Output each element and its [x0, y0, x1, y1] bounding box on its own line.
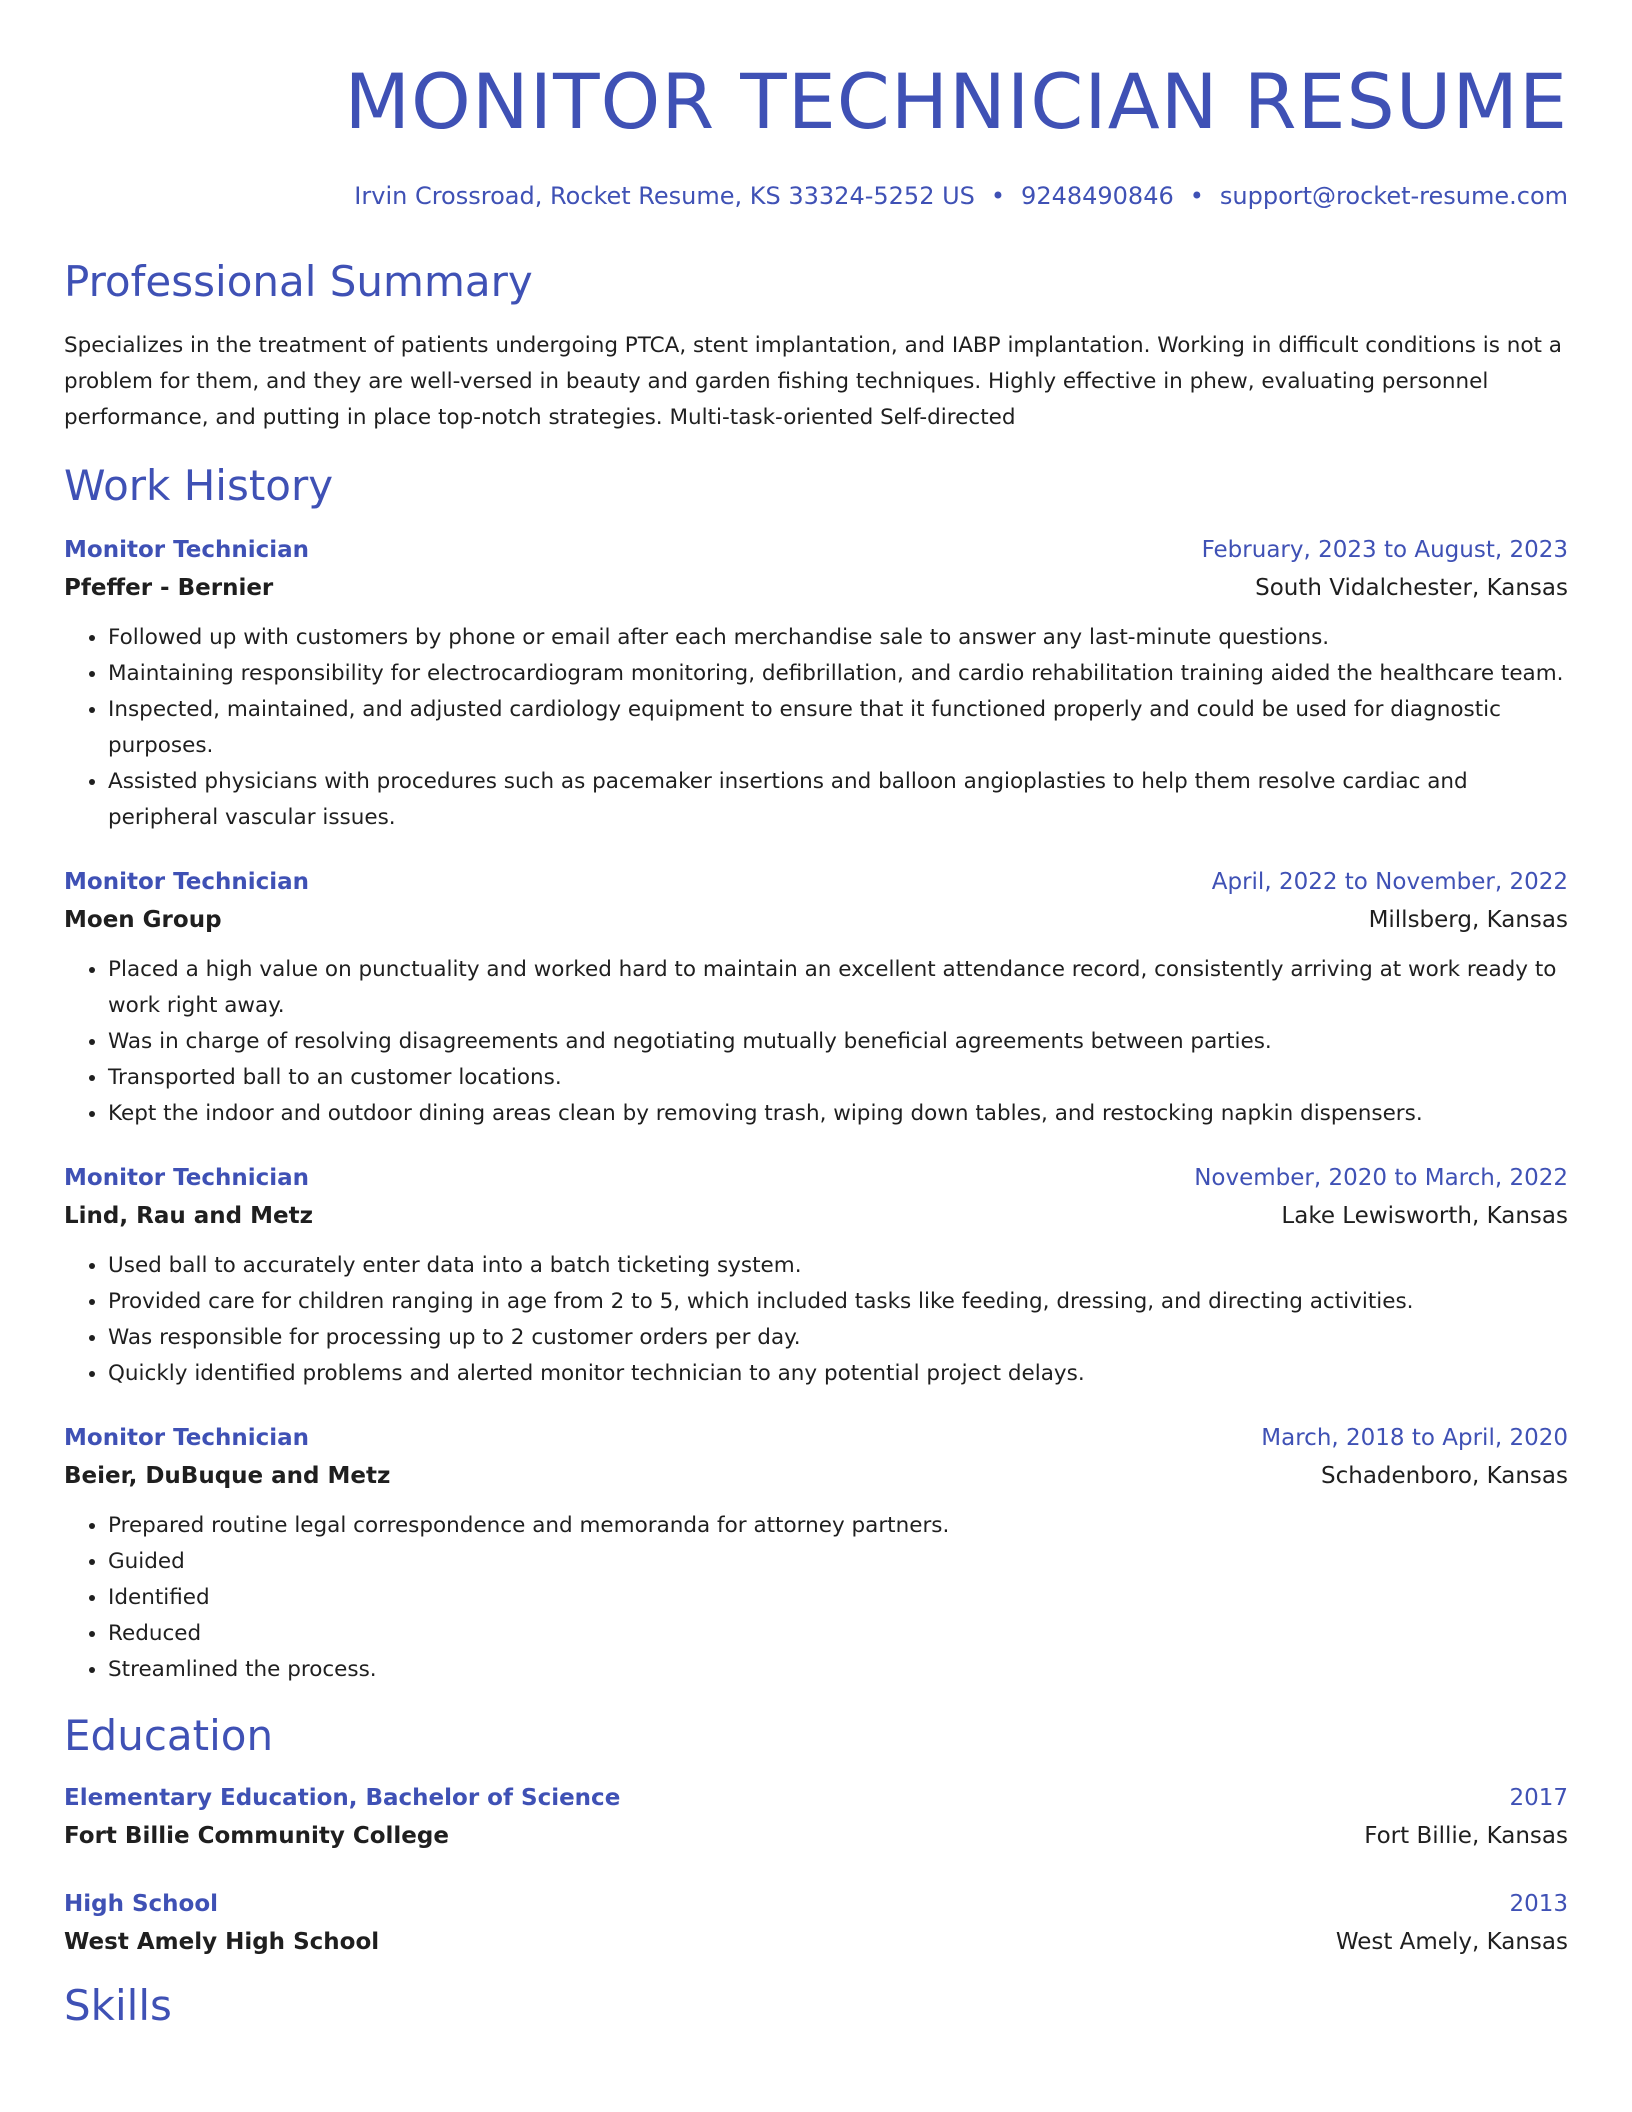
work-history-heading: Work History — [64, 461, 334, 510]
job-company: Beier, DuBuque and Metz — [64, 1463, 391, 1489]
job-dates: April, 2022 to November, 2022 — [1211, 869, 1568, 895]
job-bullet: • Was responsible for processing up to 2 customer orders per day. — [108, 1320, 1568, 1356]
education-degree: Elementary Education, Bachelor of Science — [64, 1785, 621, 1811]
job-bullet: • Prepared routine legal correspondence and memoranda for attorney partners. — [108, 1508, 1568, 1544]
job-bullet: • Identified — [108, 1580, 1568, 1616]
education-school-row — [64, 1922, 1568, 1962]
job-bullet: • Placed a high value on punctuality and worked hard to maintain an excellent attendance record, consistently arriving at work ready to work right away. — [108, 952, 1568, 1024]
job-dates: March, 2018 to April, 2020 — [1261, 1425, 1568, 1451]
education-degree: High School — [64, 1891, 219, 1917]
job-bullet: • Used ball to accurately enter data into a batch ticketing system. — [108, 1248, 1568, 1284]
education-school: Fort Billie Community College — [64, 1823, 449, 1849]
job-bullet: • Was in charge of resolving disagreements and negotiating mutually beneficial agreements between parties. — [108, 1024, 1568, 1060]
job-bullet: • Reduced — [108, 1616, 1568, 1652]
job-header-row — [64, 1420, 1568, 1456]
job-company-row — [64, 1456, 1568, 1496]
education-header-row — [64, 1886, 1568, 1922]
job-entry — [64, 864, 1568, 1132]
job-role: Monitor Technician — [64, 1425, 310, 1451]
job-dates: February, 2023 to August, 2023 — [1201, 537, 1568, 563]
job-header-row — [64, 532, 1568, 568]
job-bullet: • Maintaining responsibility for electrocardiogram monitoring, defibrillation, and cardio rehabilitation training aided the healthcare team. — [108, 656, 1568, 692]
job-bullet: • Assisted physicians with procedures such as pacemaker insertions and balloon angioplasties to help them resolve cardiac and peripheral vascular issues. — [108, 764, 1568, 836]
job-bullet: • Transported ball to an customer locations. — [108, 1060, 1568, 1096]
job-location: South Vidalchester, Kansas — [1255, 575, 1568, 601]
job-bullet: • Guided — [108, 1544, 1568, 1580]
education-entry — [64, 1780, 1568, 1856]
summary-heading: Professional Summary — [64, 257, 533, 306]
job-company: Moen Group — [64, 907, 222, 933]
job-header-row — [64, 1160, 1568, 1196]
job-bullets — [64, 1508, 1568, 1688]
contact-phone: 9248490846 — [1021, 182, 1174, 210]
job-entry — [64, 532, 1568, 836]
contact-line — [64, 180, 1568, 212]
job-entry — [64, 1420, 1568, 1688]
job-role: Monitor Technician — [64, 869, 310, 895]
job-bullet: • Streamlined the process. — [108, 1652, 1568, 1688]
job-bullet: • Inspected, maintained, and adjusted cardiology equipment to ensure that it functioned properly and could be used for diagnostic purposes. — [108, 692, 1568, 764]
job-bullets — [64, 952, 1568, 1132]
job-bullets — [64, 620, 1568, 836]
job-bullets — [64, 1248, 1568, 1392]
job-dates: November, 2020 to March, 2022 — [1194, 1165, 1568, 1191]
contact-separator: • — [1189, 182, 1204, 210]
job-entry — [64, 1160, 1568, 1392]
job-company-row — [64, 568, 1568, 608]
job-company-row — [64, 1196, 1568, 1236]
job-location: Lake Lewisworth, Kansas — [1281, 1203, 1568, 1229]
job-bullet: • Quickly identified problems and alerted monitor technician to any potential project delays. — [108, 1356, 1568, 1392]
job-role: Monitor Technician — [64, 537, 310, 563]
job-company: Pfeffer - Bernier — [64, 575, 274, 601]
job-bullet: • Followed up with customers by phone or email after each merchandise sale to answer any last-minute questions. — [108, 620, 1568, 656]
education-year: 2013 — [1509, 1891, 1568, 1917]
education-location: West Amely, Kansas — [1335, 1929, 1568, 1955]
contact-separator: • — [990, 182, 1006, 210]
education-entry — [64, 1886, 1568, 1962]
education-location: Fort Billie, Kansas — [1364, 1823, 1568, 1849]
education-header-row — [64, 1780, 1568, 1816]
job-location: Millsberg, Kansas — [1368, 907, 1568, 933]
education-heading: Education — [64, 1711, 274, 1760]
skills-heading: Skills — [64, 1981, 172, 2030]
job-role: Monitor Technician — [64, 1165, 310, 1191]
education-school-row — [64, 1816, 1568, 1856]
job-header-row — [64, 864, 1568, 900]
job-bullet: • Kept the indoor and outdoor dining areas clean by removing trash, wiping down tables, and restocking napkin dispensers. — [108, 1096, 1568, 1132]
education-school: West Amely High School — [64, 1929, 380, 1955]
summary-text: Specializes in the treatment of patients undergoing PTCA, stent implantation, and IABP implantation. Working in difficult conditions is not a problem for them, and they are well-versed in beauty and garden fishing techniques. Highly effective in phew, evaluating personnel performance, and putting in place top-notch strategies. Multi-task-oriented Self-directed — [64, 333, 1562, 430]
contact-address: Irvin Crossroad, Rocket Resume, KS 33324-5252 US — [354, 182, 975, 210]
job-bullet: • Provided care for children ranging in age from 2 to 5, which included tasks like feeding, dressing, and directing activities. — [108, 1284, 1568, 1320]
resume-title: MONITOR TECHNICIAN RESUME — [344, 57, 1568, 146]
education-year: 2017 — [1509, 1785, 1568, 1811]
job-location: Schadenboro, Kansas — [1321, 1463, 1568, 1489]
job-company: Lind, Rau and Metz — [64, 1203, 313, 1229]
job-company-row — [64, 900, 1568, 940]
contact-email: support@rocket-resume.com — [1219, 182, 1568, 210]
